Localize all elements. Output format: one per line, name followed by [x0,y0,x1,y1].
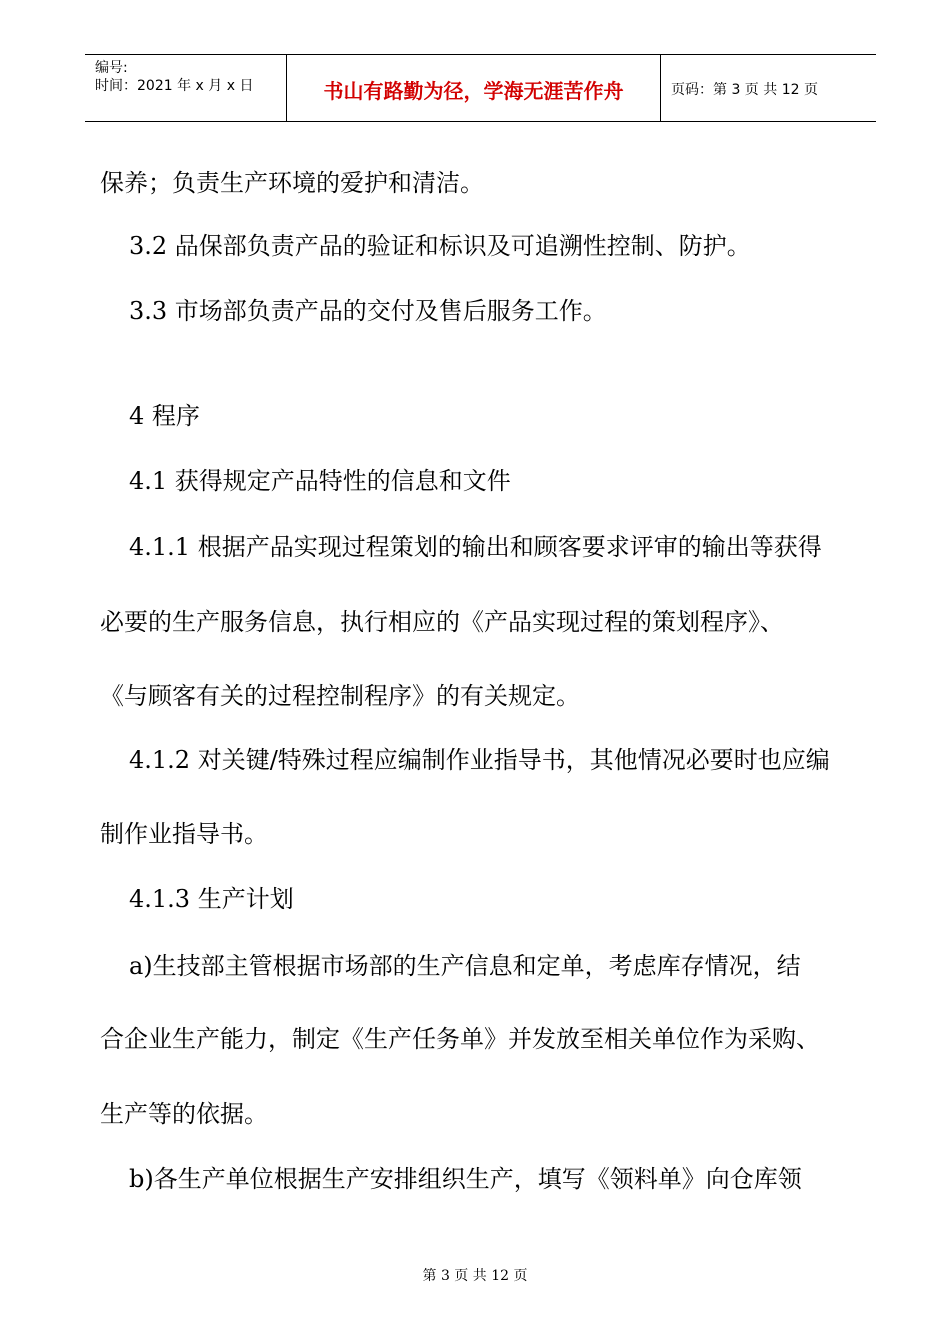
text-line: 4.1.2 对关键/特殊过程应编制作业指导书，其他情况必要时也应编 [129,746,830,774]
subsection-heading: 4.1 获得规定产品特性的信息和文件 [129,467,511,495]
document-number-label: 编号: [95,60,128,76]
text-line: 3.3 市场部负责产品的交付及售后服务工作。 [129,297,607,325]
header-motto: 书山有路勤为径，学海无涯苦作舟 [323,79,624,103]
text-line: b)各生产单位根据生产安排组织生产，填写《领料单》向仓库领 [129,1165,802,1193]
text-line: a)生技部主管根据市场部的生产信息和定单，考虑库存情况，结 [129,952,801,980]
text-line: 必要的生产服务信息，执行相应的《产品实现过程的策划程序》、 [100,608,784,636]
text-line: 制作业指导书。 [100,820,268,848]
document-date-label: 时间：2021 年 x 月 x 日 [95,78,254,94]
subsection-heading: 4.1.3 生产计划 [129,885,294,913]
header-page-number: 页码：第 3 页 共 12 页 [671,82,818,98]
text-line: 《与顾客有关的过程控制程序》的有关规定。 [100,682,580,710]
text-line: 合企业生产能力，制定《生产任务单》并发放至相关单位作为采购、 [100,1025,820,1053]
text-line: 3.2 品保部负责产品的验证和标识及可追溯性控制、防护。 [129,232,751,260]
text-line: 4.1.1 根据产品实现过程策划的输出和顾客要求评审的输出等获得 [129,533,822,561]
text-line: 保养；负责生产环境的爱护和清洁。 [100,169,484,197]
page-footer: 第 3 页 共 12 页 [422,1268,528,1284]
section-heading: 4 程序 [129,402,200,430]
text-line: 生产等的依据。 [100,1100,268,1128]
